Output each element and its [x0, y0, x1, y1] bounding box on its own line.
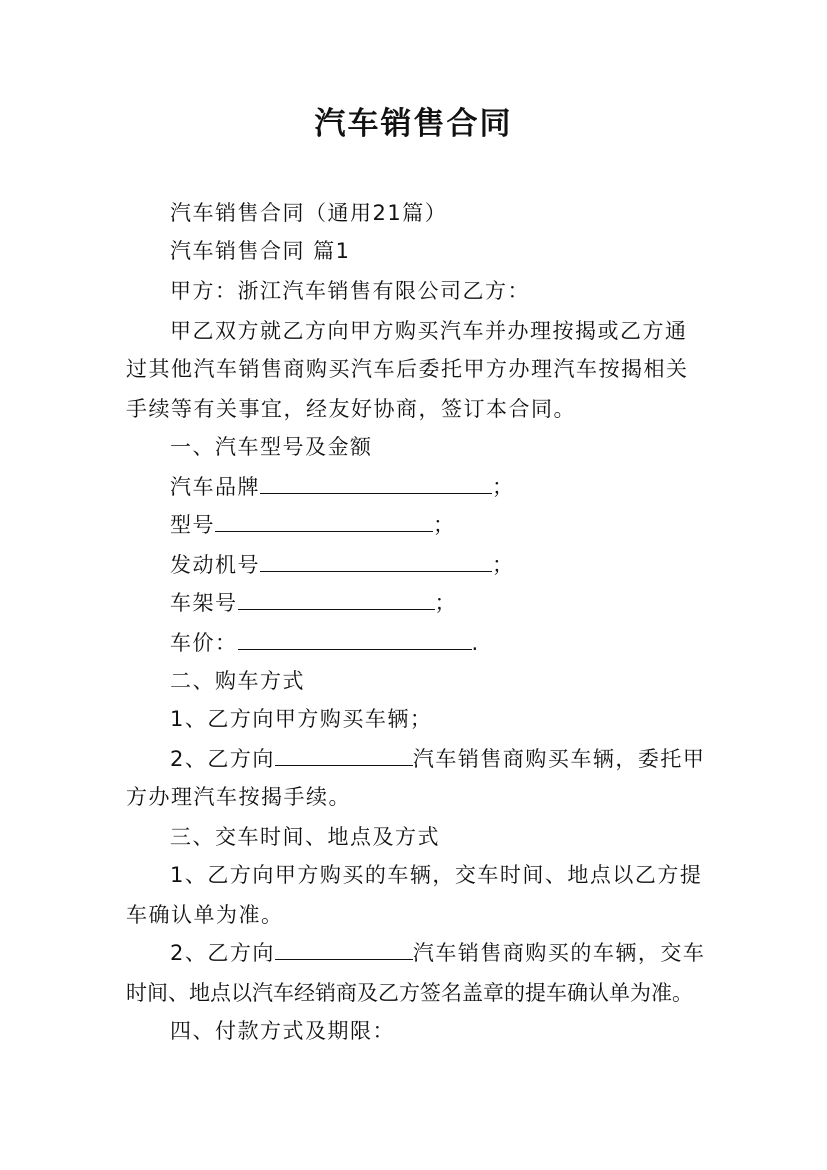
field-label: 型号	[170, 513, 215, 537]
blank-line	[238, 591, 435, 610]
field-label: 车架号	[170, 591, 238, 615]
party-line: 甲方：浙江汽车销售有限公司乙方：	[170, 279, 530, 303]
form-field-model	[170, 512, 456, 538]
text-segment: 汽车销售商购买车辆，委托甲	[412, 747, 706, 771]
form-field-price	[170, 630, 480, 656]
paragraph-line: 时间、地点以汽车经销商及乙方签名盖章的提车确认单为准。	[126, 981, 693, 1005]
paragraph-line: 手续等有关事宜，经友好协商，签订本合同。	[126, 397, 576, 421]
field-terminator: ；	[433, 513, 456, 537]
field-label: 汽车品牌	[170, 475, 260, 499]
document-subtitle: 汽车销售合同（通用21篇）	[170, 201, 448, 225]
field-label: 发动机号	[170, 553, 260, 577]
text-segment: 2、乙方向	[170, 941, 275, 965]
text-segment: 2、乙方向	[170, 747, 275, 771]
section-heading: 一、汽车型号及金额	[170, 435, 373, 459]
blank-line	[275, 747, 413, 766]
paragraph-line: 甲乙双方就乙方向甲方购买汽车并办理按揭或乙方通	[170, 319, 688, 343]
section-heading: 汽车销售合同 篇1	[170, 239, 351, 263]
section-heading: 二、购车方式	[170, 669, 305, 693]
field-terminator: ；	[434, 591, 457, 615]
blank-line	[238, 631, 472, 650]
paragraph-line: 车确认单为准。	[126, 903, 284, 927]
paragraph-line	[170, 940, 705, 966]
paragraph-line	[170, 746, 705, 772]
paragraph-line: 1、乙方向甲方购买的车辆，交车时间、地点以乙方提	[170, 863, 703, 887]
blank-line	[260, 553, 492, 572]
field-terminator: ；	[492, 553, 515, 577]
paragraph-line: 方办理汽车按揭手续。	[126, 785, 351, 809]
document-title: 汽车销售合同	[314, 106, 513, 142]
field-label: 车价：	[170, 631, 238, 655]
form-field-engine	[170, 552, 515, 578]
paragraph-line: 1、乙方向甲方购买车辆；	[170, 707, 433, 731]
section-heading: 三、交车时间、地点及方式	[170, 825, 440, 849]
paragraph-line: 过其他汽车销售商购买汽车后委托甲方办理汽车按揭相关	[126, 357, 689, 381]
blank-line	[275, 941, 413, 960]
section-heading: 四、付款方式及期限：	[170, 1019, 395, 1043]
text-segment: 汽车销售商购买的车辆，交车	[412, 941, 706, 965]
blank-line	[215, 513, 433, 532]
field-terminator: ；	[492, 475, 515, 499]
form-field-frame	[170, 590, 457, 616]
field-terminator: .	[471, 631, 480, 655]
blank-line	[260, 475, 492, 494]
form-field-brand	[170, 474, 515, 500]
